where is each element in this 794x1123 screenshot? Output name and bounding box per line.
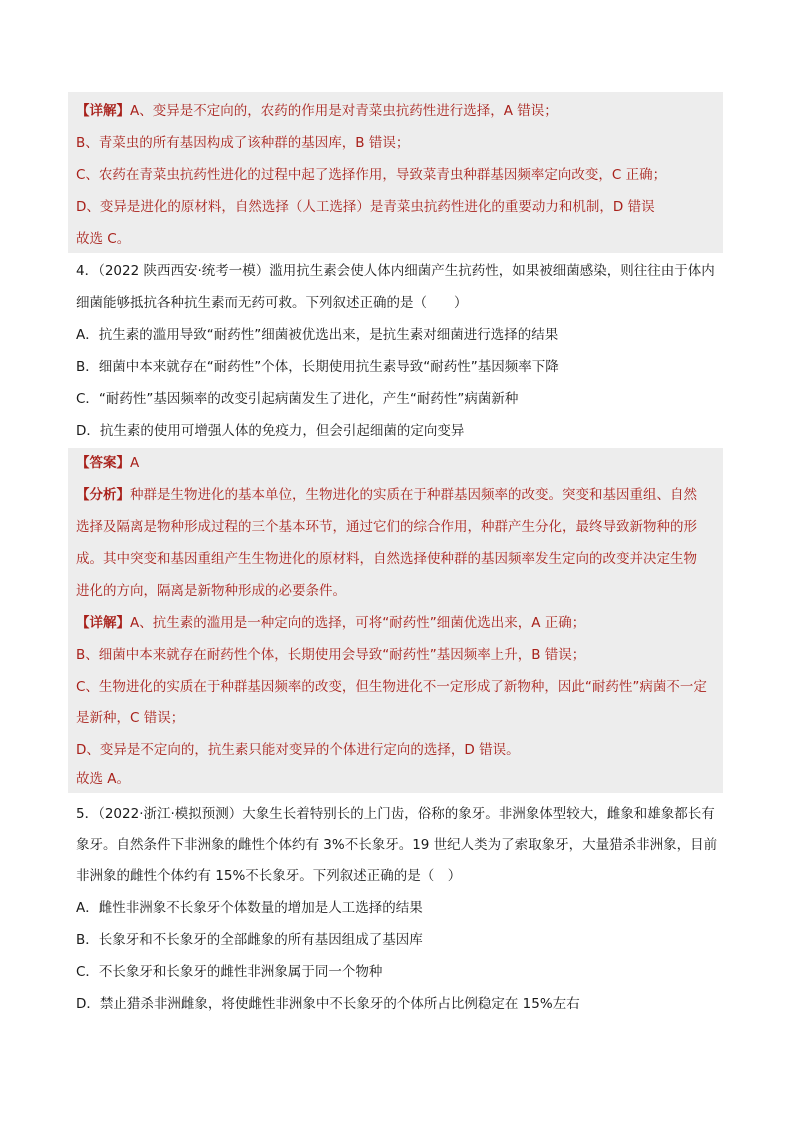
detail-1-line-d: D、变异是进化的原材料，自然选择（人工选择）是青菜虫抗药性进化的重要动力和机制，D 错误 bbox=[76, 199, 655, 215]
detail-2-line-a: 【详解】A、抗生素的滥用是一种定向的选择，可将“耐药性”细菌优选出来，A 正确； bbox=[76, 615, 586, 631]
question-4-stem-cont: 细菌能够抵抗各种抗生素而无药可救。下列叙述正确的是（ ） bbox=[76, 295, 468, 311]
question-5-option-a: A．雌性非洲象不长象牙个体数量的增加是人工选择的结果 bbox=[76, 900, 423, 916]
detail-2-line-c: C、生物进化的实质在于种群基因频率的改变，但生物进化不一定形成了新物种，因此“耐药性”病菌不一定 bbox=[76, 679, 707, 695]
detail-2-line-c-cont: 是新种，C 错误； bbox=[76, 710, 185, 726]
detail-2-conclusion: 故选 A。 bbox=[76, 771, 131, 787]
question-5-stem-cont-2: 非洲象的雌性个体约有 15%不长象牙。下列叙述正确的是（ ） bbox=[76, 868, 462, 884]
question-5-option-b: B．长象牙和不长象牙的全部雌象的所有基因组成了基因库 bbox=[76, 932, 423, 948]
detail-2-line-d: D、变异是不定向的，抗生素只能对变异的个体进行定向的选择，D 错误。 bbox=[76, 742, 520, 758]
analysis-line-3: 成。其中突变和基因重组产生生物进化的原材料，自然选择使种群的基因频率发生定向的改变并决定生物 bbox=[76, 551, 697, 567]
detail-1-line-c: C、农药在青菜虫抗药性进化的过程中起了选择作用，导致菜青虫种群基因频率定向改变，C 正确； bbox=[76, 167, 667, 183]
question-5-stem: 5．（2022·浙江·模拟预测）大象生长着特别长的上门齿，俗称的象牙。非洲象体型较大，雌象和雄象都长有 bbox=[76, 806, 715, 822]
detail-1-line-b: B、青菜虫的所有基因构成了该种群的基因库，B 错误； bbox=[76, 135, 410, 151]
question-5-option-c: C．不长象牙和长象牙的雌性非洲象属于同一个物种 bbox=[76, 964, 383, 980]
analysis-line-4: 进化的方向，隔离是新物种形成的必要条件。 bbox=[76, 583, 346, 599]
question-4-stem: 4．（2022 陕西西安·统考一模）滥用抗生素会使人体内细菌产生抗药性，如果被细菌感染，则往往由于体内 bbox=[76, 263, 715, 279]
question-4-option-b: B．细菌中本来就存在“耐药性”个体，长期使用抗生素导致“耐药性”基因频率下降 bbox=[76, 359, 559, 375]
analysis-line-2: 选择及隔离是物种形成过程的三个基本环节，通过它们的综合作用，种群产生分化，最终导致新物种的形 bbox=[76, 519, 697, 535]
question-5-stem-cont-1: 象牙。自然条件下非洲象的雌性个体约有 3%不长象牙。19 世纪人类为了索取象牙，大量猎杀非洲象，目前 bbox=[76, 837, 718, 853]
question-5-option-d: D．禁止猎杀非洲雌象，将使雌性非洲象中不长象牙的个体所占比例稳定在 15%左右 bbox=[76, 996, 580, 1012]
question-4-option-a: A．抗生素的滥用导致“耐药性”细菌被优选出来，是抗生素对细菌进行选择的结果 bbox=[76, 327, 559, 343]
detail-1-line-a: 【详解】A、变异是不定向的，农药的作用是对青菜虫抗药性进行选择，A 错误； bbox=[76, 103, 558, 119]
analysis-line-1: 【分析】种群是生物进化的基本单位，生物进化的实质在于种群基因频率的改变。突变和基因重组、自然 bbox=[76, 487, 697, 503]
detail-2-line-b: B、细菌中本来就存在耐药性个体，长期使用会导致“耐药性”基因频率上升，B 错误； bbox=[76, 647, 586, 663]
question-4-option-d: D．抗生素的使用可增强人体的免疫力，但会引起细菌的定向变异 bbox=[76, 423, 465, 439]
question-4-option-c: C．“耐药性”基因频率的改变引起病菌发生了进化，产生“耐药性”病菌新种 bbox=[76, 391, 519, 407]
detail-1-conclusion: 故选 C。 bbox=[76, 231, 131, 247]
answer-line: 【答案】A bbox=[76, 455, 140, 471]
